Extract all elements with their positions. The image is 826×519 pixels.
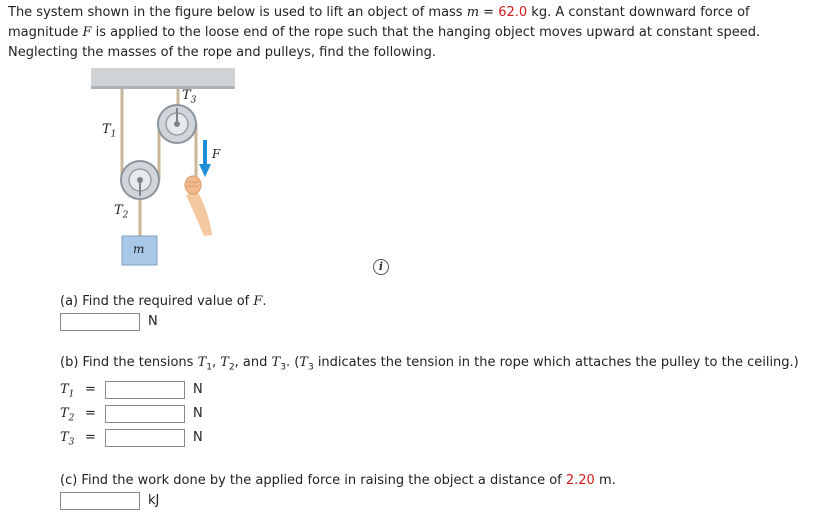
part-a-question: (a) Find the required value of F. [60,294,267,309]
equals-sign: = [85,406,96,421]
answer-t3-input[interactable] [105,429,185,447]
unit-f: N [148,314,158,329]
part-b-question: (b) Find the tensions $T_1$, $T_2$, and $T_3$. ($T_3$ indicates the tension in the rope which attaches the pulley to the ceiling.) [60,355,799,373]
label-t2: $T_2$ [114,203,129,221]
answer-t2-input[interactable] [105,405,185,423]
mass-value: 62.0 [498,5,528,20]
upper-pulley [158,105,196,143]
ceiling [91,68,235,88]
unit-work: kJ [148,493,160,508]
row-label-t1: $T_1$ [60,382,75,400]
info-icon[interactable]: i [373,259,389,275]
label-t1: $T_1$ [102,122,117,140]
mass-variable: m [466,5,480,20]
label-mass: m [133,242,145,256]
equals-sign: = [85,430,96,445]
row-label-t3: $T_3$ [60,430,75,448]
distance-value: 2.20 [565,473,595,488]
lower-pulley [121,161,159,199]
row-label-t2: $T_2$ [60,406,75,424]
label-t3: $T_3$ [182,88,197,106]
force-arrow [199,140,211,177]
label-force: F [212,147,221,161]
equals-sign: = [85,382,96,397]
problem-statement: The system shown in the figure below is used to lift an object of mass m = 62.0 kg. A constant downward force of magnitude F is applied to the loose end of the rope such that the hanging object moves upward at constant speed. Neglecting the masses of the rope and pulleys, find the following. [8,5,761,60]
force-variable: F [82,25,92,40]
answer-f-input[interactable] [60,313,140,331]
unit-t1: N [193,382,203,397]
unit-t3: N [193,430,203,445]
part-c-question: (c) Find the work done by the applied force in raising the object a distance of 2.20 m. [60,473,616,488]
unit-t2: N [193,406,203,421]
answer-work-input[interactable] [60,492,140,510]
answer-t1-input[interactable] [105,381,185,399]
hand [185,176,212,236]
